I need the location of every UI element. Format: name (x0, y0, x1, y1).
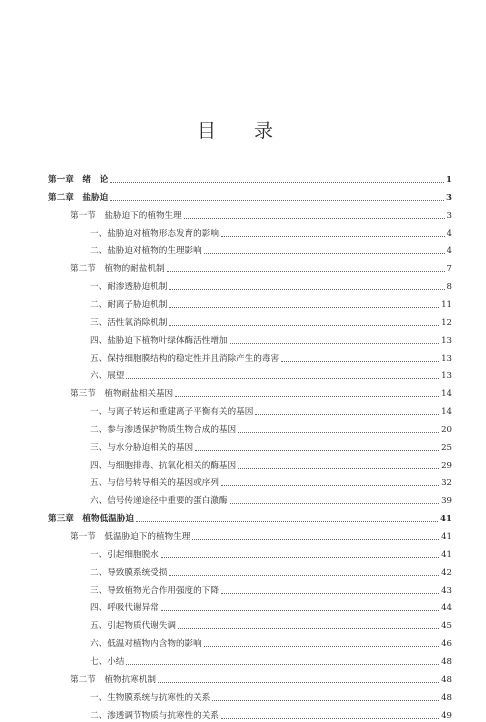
toc-page-number: 1 (446, 175, 452, 185)
toc-entry-title: 一、生物膜系统与抗寒性的关系 (90, 692, 211, 703)
toc-entry-title: 一、与离子转运和重建离子平衡有关的基因 (90, 407, 254, 418)
dot-leader (221, 718, 439, 719)
toc-entry-title: 第二章 盐胁迫 (48, 192, 109, 203)
toc-entry-title: 一、引起细胞脱水 (90, 549, 159, 560)
dot-leader (221, 593, 439, 594)
toc-page-number: 32 (441, 478, 452, 489)
toc-page-number: 44 (441, 603, 452, 614)
toc-subsection-entry[interactable] (90, 477, 452, 489)
toc-subsection-entry[interactable] (90, 460, 452, 472)
toc-subsection-entry[interactable] (90, 602, 452, 614)
dot-leader (161, 557, 439, 558)
toc-subsection-entry[interactable] (90, 228, 452, 240)
dot-leader (178, 628, 439, 629)
toc-subsection-entry[interactable] (90, 567, 452, 579)
toc-entry-title: 第三节 植物耐盐相关基因 (70, 389, 174, 400)
toc-entry-title: 三、导致植物光合作用强度的下降 (90, 585, 219, 596)
toc-entry-title: 二、盐胁迫对植物的生理影响 (90, 246, 202, 257)
dot-leader (169, 307, 439, 308)
toc-chapter-entry[interactable] (48, 174, 452, 186)
toc-page-number: 41 (440, 514, 452, 525)
toc-section-entry[interactable] (70, 531, 452, 543)
toc-entry-title: 六、展望 (90, 371, 125, 382)
dot-leader (238, 468, 439, 469)
toc-entry-title: 一、盐胁迫对植物形态发育的影响 (90, 228, 219, 239)
toc-entry-title: 第一章 绪 论 (48, 175, 109, 185)
dot-leader (221, 485, 439, 486)
toc-page-number: 25 (441, 442, 452, 453)
toc-entry-title: 二、渗透调节物质与抗寒性的关系 (90, 710, 219, 721)
toc-subsection-entry[interactable] (90, 317, 452, 329)
toc-entry-title: 四、呼吸代谢异常 (90, 603, 159, 614)
toc-entry-title: 第二节 植物的耐盐机制 (70, 264, 165, 275)
dot-leader (195, 450, 439, 451)
toc-subsection-entry[interactable] (90, 692, 452, 704)
toc-page-number: 3 (446, 210, 452, 221)
toc-chapter-entry[interactable] (48, 513, 452, 525)
toc-page-number: 7 (446, 264, 452, 275)
toc-page-number: 12 (441, 317, 452, 328)
dot-leader (126, 664, 439, 665)
dot-leader (255, 414, 439, 415)
toc-page-number: 39 (441, 496, 452, 507)
toc-entry-title: 三、活性氧消除机制 (90, 317, 168, 328)
dot-leader (158, 682, 439, 683)
toc-page-number: 11 (441, 299, 452, 310)
toc-page-number: 14 (441, 389, 452, 400)
toc-entry-title: 五、与信号转导相关的基因或序列 (90, 478, 219, 489)
toc-entry-title: 第三章 植物低温胁迫 (48, 514, 134, 525)
toc-subsection-entry[interactable] (90, 299, 452, 311)
toc-subsection-entry[interactable] (90, 549, 452, 561)
dot-leader (238, 432, 439, 433)
toc-page-number: 43 (441, 585, 452, 596)
page-title: 目 录 (196, 120, 290, 142)
toc-page-number: 48 (441, 674, 452, 685)
dot-leader (230, 343, 440, 344)
toc-page-number: 13 (441, 335, 452, 346)
dot-leader (169, 289, 444, 290)
dot-leader (126, 378, 439, 379)
toc-page-number: 4 (446, 228, 452, 239)
toc-entry-title: 第一节 低温胁迫下的植物生理 (70, 532, 191, 542)
toc-page-number: 14 (441, 407, 452, 418)
dot-leader (167, 271, 445, 272)
toc-section-entry[interactable] (70, 210, 452, 222)
toc-entry-title: 二、参与渗透保护物质生物合成的基因 (90, 424, 237, 435)
toc-subsection-entry[interactable] (90, 585, 452, 597)
toc-entry-title: 四、与细胞排毒、抗氧化相关的酶基因 (90, 460, 237, 471)
toc-page-number: 42 (441, 567, 452, 578)
toc-entry-title: 第一节 盐胁迫下的植物生理 (70, 210, 182, 221)
toc-entry-title: 六、低温对植物内含物的影响 (90, 639, 202, 650)
toc-page-number: 20 (441, 424, 452, 435)
dot-leader (221, 236, 445, 237)
toc-page-number: 13 (441, 371, 452, 382)
dot-leader (230, 503, 440, 504)
toc-section-entry[interactable] (70, 263, 452, 275)
toc-page-number: 41 (441, 549, 452, 560)
toc-page-number: 48 (441, 692, 452, 703)
toc-page-number: 29 (441, 460, 452, 471)
toc-subsection-entry[interactable] (90, 406, 452, 418)
dot-leader (204, 253, 445, 254)
dot-leader (192, 539, 439, 540)
toc-subsection-entry[interactable] (90, 638, 452, 650)
toc-section-entry[interactable] (70, 674, 452, 686)
toc-entry-title: 六、信号传递途径中重要的蛋白激酶 (90, 496, 228, 507)
dot-leader (110, 200, 444, 201)
toc-page-number: 45 (441, 621, 452, 632)
toc-page-number: 4 (446, 246, 452, 257)
dot-leader (184, 218, 445, 219)
toc-chapter-entry[interactable] (48, 192, 452, 204)
toc-page-number: 41 (441, 532, 452, 542)
dot-leader (136, 521, 438, 522)
toc-entry-title: 一、耐渗透胁迫机制 (90, 282, 168, 293)
dot-leader (212, 700, 439, 701)
dot-leader (281, 361, 439, 362)
toc-page-number: 46 (441, 639, 452, 650)
toc-subsection-entry[interactable] (90, 245, 452, 257)
toc-subsection-entry[interactable] (90, 710, 452, 722)
toc-page-number: 49 (441, 710, 452, 721)
toc-subsection-entry[interactable] (90, 335, 452, 347)
dot-leader (161, 610, 439, 611)
toc-subsection-entry[interactable] (90, 370, 452, 382)
dot-leader (204, 646, 439, 647)
toc-page-number: 13 (441, 353, 452, 364)
toc-subsection-entry[interactable] (90, 424, 452, 436)
toc-subsection-entry[interactable] (90, 620, 452, 632)
toc-subsection-entry[interactable] (90, 353, 452, 365)
toc-subsection-entry[interactable] (90, 495, 452, 507)
toc-subsection-entry[interactable] (90, 442, 452, 454)
dot-leader (169, 575, 439, 576)
toc-entry-title: 第二节 植物抗寒机制 (70, 674, 156, 685)
toc-subsection-entry[interactable] (90, 656, 452, 668)
dot-leader (169, 325, 439, 326)
toc-entry-title: 七、小结 (90, 656, 125, 667)
dot-leader (175, 396, 439, 397)
toc-entry-title: 四、盐胁迫下植物叶绿体酶活性增加 (90, 335, 228, 346)
toc-entry-title: 三、与水分胁迫相关的基因 (90, 442, 194, 453)
toc-entry-title: 五、引起物质代谢失调 (90, 621, 176, 632)
toc-page-number: 3 (446, 192, 452, 203)
toc-entry-title: 五、保持细胞膜结构的稳定性并且消除产生的毒害 (90, 353, 280, 364)
toc-section-entry[interactable] (70, 388, 452, 400)
toc-subsection-entry[interactable] (90, 281, 452, 293)
toc-entry-title: 二、耐离子胁迫机制 (90, 299, 168, 310)
toc-page-number: 48 (441, 656, 452, 667)
toc-page-number: 8 (446, 282, 452, 293)
toc-entry-title: 二、导致膜系统受损 (90, 567, 168, 578)
dot-leader (110, 182, 444, 183)
